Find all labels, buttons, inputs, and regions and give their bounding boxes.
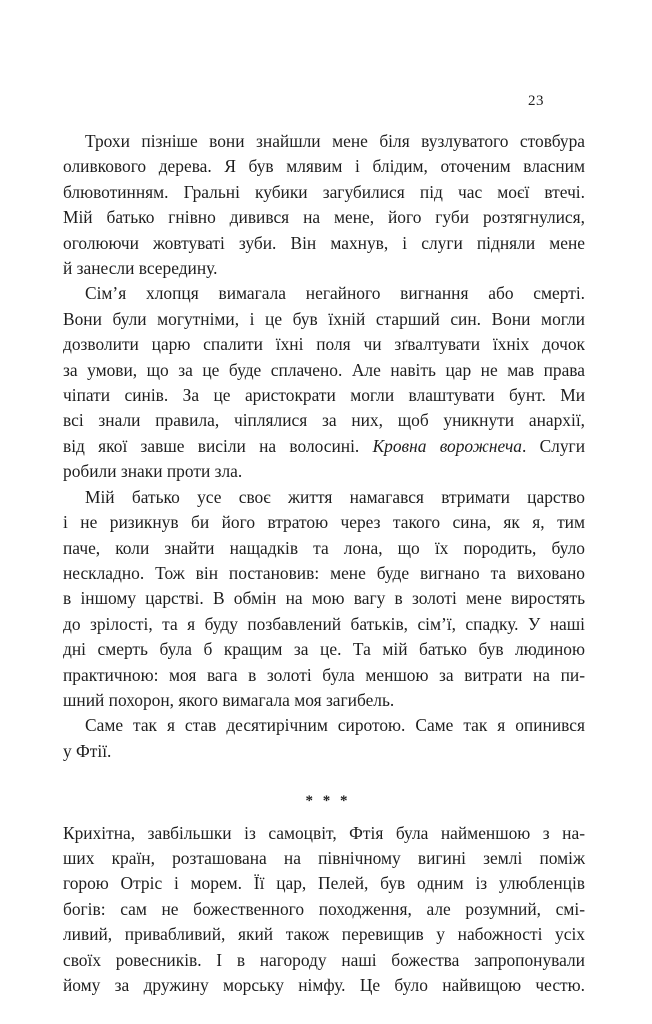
text-line: й занесли всередину. xyxy=(63,258,218,279)
text-line: робили знаки проти зла. xyxy=(63,461,243,482)
text-line: йому за дружину морську німфу. Це було найвищою честю. xyxy=(63,975,585,995)
text-line: богів: сам не божественного походження, але розумний, смі- xyxy=(63,898,585,919)
text-line: у Фтії. xyxy=(63,740,112,761)
text-line: оголюючи жовтуваті зуби. Він махнув, і слуги підняли мене xyxy=(63,232,585,253)
italic-phrase: Кровна ворожнеча xyxy=(372,435,522,456)
text-line: і не ризикнув би його втратою через такого сина, як я, тим xyxy=(63,512,585,533)
text-line: дні смерть була б кращим за це. Та мій батько був людиною xyxy=(63,639,585,660)
text-line: Саме так я став десятирічним сиротою. Саме так я опинився xyxy=(85,715,585,736)
paragraph xyxy=(63,129,585,281)
section-separator: * * * xyxy=(305,793,351,810)
text-line: блювотинням. Гральні кубики загубилися під час моєї втечі. xyxy=(63,181,585,202)
book-text xyxy=(63,129,585,998)
paragraph xyxy=(63,713,585,764)
text-line: практичною: моя вага в золоті була меншою за витрати на пи- xyxy=(63,664,585,685)
text-line: Сім’я хлопця вимагала негайного вигнання або смерті. xyxy=(85,283,585,304)
text-line: Мій батько гнівно дивився на мене, його губи розтягнулися, xyxy=(63,207,585,228)
text-line: своїх ровесників. І в нагороду наші божества запропонували xyxy=(63,949,585,970)
text-run: . Слуги xyxy=(521,435,586,456)
text-line: до зрілості, та я буду позбавлений батьків, сім’ї, спадку. У наші xyxy=(63,613,585,634)
text-line: Вони були могутніми, і це був їхній старший син. Вони могли xyxy=(63,308,585,329)
paragraph xyxy=(63,485,585,714)
page-number: 23 xyxy=(528,93,544,109)
text-line: горою Отріс і морем. Її цар, Пелей, був одним із улюбленців xyxy=(63,873,585,894)
text-line: за умови, що за це буде сплачено. Але навіть цар не мав права xyxy=(63,359,585,380)
paragraph xyxy=(63,821,585,999)
text-line: ливий, привабливий, який також перевищив у набожності усіх xyxy=(63,924,585,945)
text-line: нескладно. Тож він постановив: мене буде вигнано та виховано xyxy=(63,562,585,583)
text-line: дозволити царю спалити їхні поля чи зґвалтувати їхніх дочок xyxy=(63,334,585,355)
text-line: шний похорон, якого вимагала моя загибель. xyxy=(63,689,395,710)
text-line: Крихітна, завбільшки із самоцвіт, Фтія була найменшою з на- xyxy=(63,822,585,843)
text-run: від якої завше висіли на волосині. xyxy=(63,435,360,456)
paragraph xyxy=(63,281,585,484)
text-line xyxy=(63,434,585,459)
text-line: Трохи пізніше вони знайшли мене біля вузлуватого стовбура xyxy=(85,131,585,151)
text-line: Мій батько усе своє життя намагався втримати царство xyxy=(85,486,585,507)
text-line: оливкового дерева. Я був млявим і блідим, оточеним власним xyxy=(63,156,585,177)
text-line: ших країн, розташована на північному вигині землі поміж xyxy=(63,847,585,868)
text-line: паче, коли знайти нащадків та лона, що їх породить, було xyxy=(63,537,585,558)
text-line: чіпати синів. За це аристократи могли влаштувати бунт. Ми xyxy=(63,385,585,406)
text-line: в іншому царстві. В обмін на мою вагу в золоті мене виростять xyxy=(63,588,585,609)
text-line: всі знали правила, чіплялися за них, щоб уникнути анархії, xyxy=(63,410,585,431)
